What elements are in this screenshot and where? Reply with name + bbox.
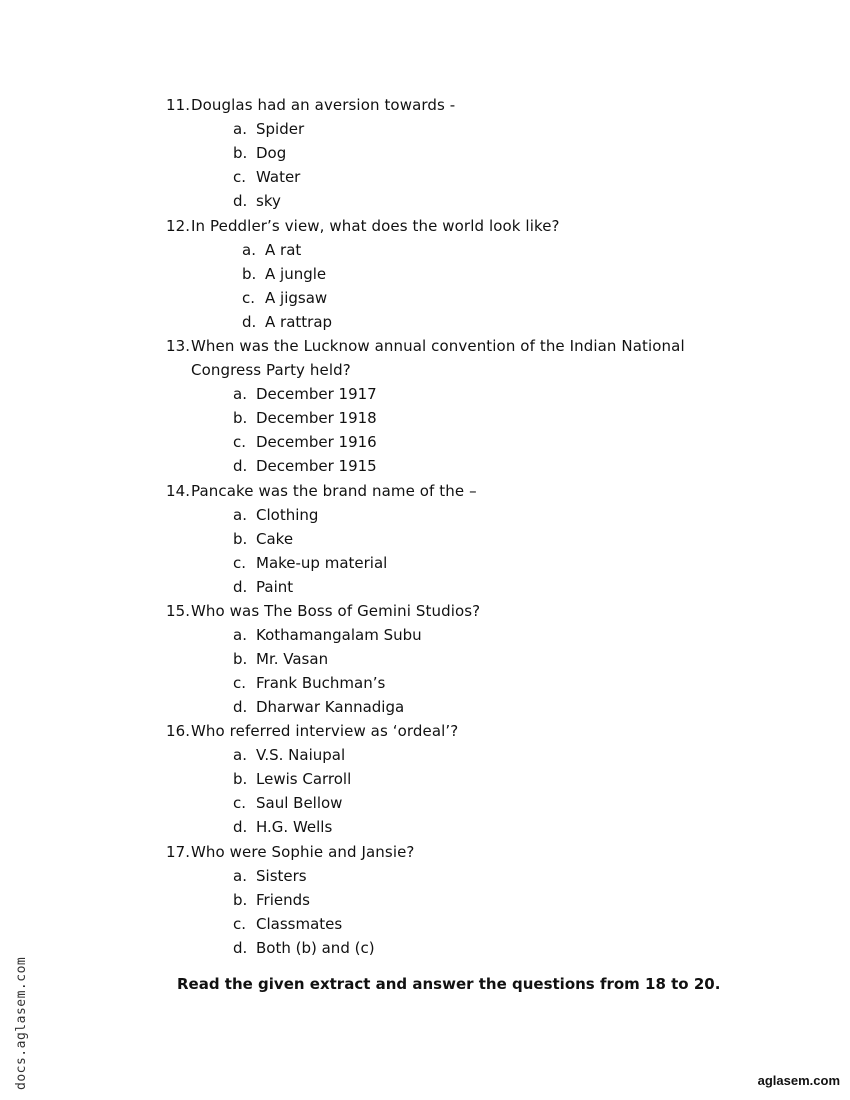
question-14	[166, 479, 726, 503]
option-text: sky	[256, 192, 281, 211]
question-11	[166, 93, 726, 117]
option-letter: d.	[233, 457, 248, 476]
question-text: In Peddler’s view, what does the world look like?	[191, 217, 560, 235]
option-letter: c.	[233, 794, 247, 813]
question-15	[166, 599, 726, 623]
option-text: Lewis Carroll	[256, 770, 352, 789]
option-text: A jungle	[265, 265, 327, 284]
option-letter: b.	[233, 409, 248, 428]
option-letter: a.	[242, 241, 256, 259]
option-text: H.G. Wells	[256, 818, 333, 837]
question-number: 17.	[166, 843, 191, 861]
question-text: Who were Sophie and Jansie?	[191, 843, 415, 861]
option-letter: b.	[233, 144, 248, 163]
option-letter: b.	[242, 265, 257, 284]
option-letter: d.	[242, 313, 257, 332]
option-letter: b.	[233, 891, 248, 910]
option-text: A rattrap	[265, 313, 333, 332]
question-text: Pancake was the brand name of the –	[191, 482, 477, 500]
question-13	[166, 334, 686, 382]
option-letter: d.	[233, 698, 248, 717]
option-text: December 1918	[256, 409, 377, 428]
option-letter: a.	[233, 506, 247, 524]
option-text: Cake	[256, 530, 294, 549]
question-number: 11.	[166, 96, 191, 114]
option-text: Both (b) and (c)	[256, 939, 375, 958]
question-text: When was the Lucknow annual convention of the Indian National Congress Party held?	[191, 337, 685, 379]
option-text: Water	[256, 168, 301, 187]
footer-brand: aglasem.com	[757, 1073, 840, 1088]
option-text: December 1917	[256, 385, 377, 403]
option-text: Paint	[256, 578, 294, 597]
option-letter: c.	[233, 915, 247, 934]
option-letter: a.	[233, 746, 247, 764]
option-text: December 1915	[256, 457, 377, 476]
option-text: Dog	[256, 144, 287, 163]
option-text: V.S. Naiupal	[256, 746, 346, 764]
question-number: 14.	[166, 482, 191, 500]
option-letter: b.	[233, 650, 248, 669]
option-letter: a.	[233, 385, 247, 403]
question-number: 15.	[166, 602, 191, 620]
question-16	[166, 719, 726, 743]
option-letter: c.	[233, 433, 247, 452]
option-text: Sisters	[256, 867, 307, 885]
side-watermark: docs.aglasem.com	[14, 956, 29, 1090]
question-number: 12.	[166, 217, 191, 235]
option-letter: d.	[233, 192, 248, 211]
option-text: Saul Bellow	[256, 794, 343, 813]
option-text: Spider	[256, 120, 305, 138]
option-text: December 1916	[256, 433, 377, 452]
option-letter: d.	[233, 818, 248, 837]
option-letter: d.	[233, 939, 248, 958]
option-letter: a.	[233, 626, 247, 644]
option-letter: c.	[233, 554, 247, 573]
option-letter: a.	[233, 867, 247, 885]
option-letter: b.	[233, 770, 248, 789]
option-text: Clothing	[256, 506, 319, 524]
option-text: Frank Buchman’s	[256, 674, 386, 693]
option-letter: c.	[233, 168, 247, 187]
question-text: Douglas had an aversion towards -	[191, 96, 456, 114]
question-text: Who referred interview as ‘ordeal’?	[191, 722, 459, 740]
option-text: A jigsaw	[265, 289, 328, 308]
option-text: Mr. Vasan	[256, 650, 329, 669]
option-letter: c.	[233, 674, 247, 693]
option-text: Classmates	[256, 915, 343, 934]
option-text: Make-up material	[256, 554, 388, 573]
option-letter: c.	[242, 289, 256, 308]
question-17	[166, 840, 726, 864]
question-text: Who was The Boss of Gemini Studios?	[191, 602, 481, 620]
option-text: Friends	[256, 891, 310, 910]
question-number: 16.	[166, 722, 191, 740]
option-text: A rat	[265, 241, 302, 259]
option-letter: a.	[233, 120, 247, 138]
section-instruction: Read the given extract and answer the questions from 18 to 20.	[177, 975, 721, 993]
option-letter: d.	[233, 578, 248, 597]
question-12	[166, 214, 726, 238]
option-text: Kothamangalam Subu	[256, 626, 422, 644]
option-text: Dharwar Kannadiga	[256, 698, 405, 717]
question-number: 13.	[166, 337, 191, 355]
option-letter: b.	[233, 530, 248, 549]
